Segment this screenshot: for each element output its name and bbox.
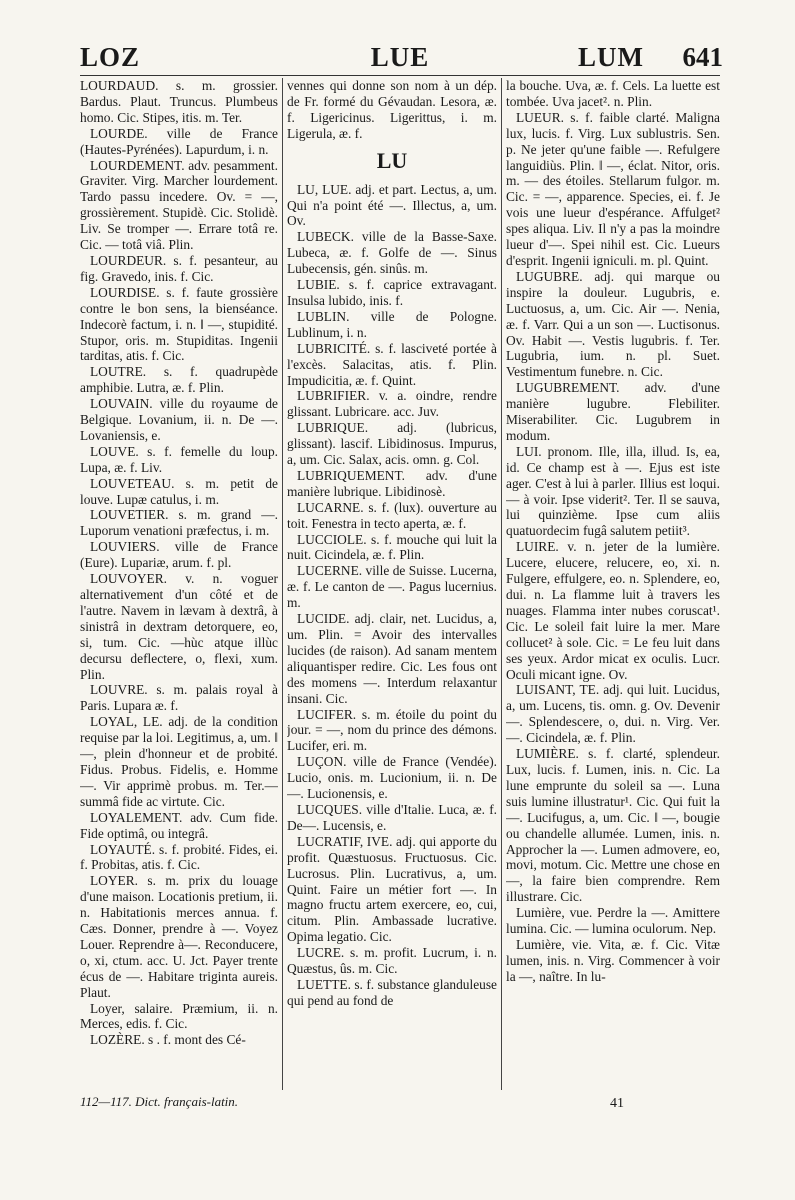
dictionary-entry: LOYAL, LE. adj. de la condition requise par la loi. Legitimus, a, um. ‖ —, plein d'honneur et de probité. Fidus. Probus. Fidelis, e. Homme —. Vir apprimè probus. m. Ter.—summâ fide ac virtute. Cic. bbox=[80, 714, 278, 809]
dictionary-entry: LOUVRE. s. m. palais royal à Paris. Lupara æ. f. bbox=[80, 682, 278, 714]
dictionary-entry: LUMIÈRE. s. f. clarté, splendeur. Lux, lucis. f. Lumen, inis. n. Cic. La lune emprunte du soleil sa —. Luna suis lumine illustratur¹. Cic. Qui fuit la —. Lucifugus, a, um. Cic. ‖ —, bougie ou chandelle allumée. Lumen, inis. n. Approcher la —. Lumen admovere, eo, movi, motum. Cic. Mettre une chose en —, la faire bien comprendre. Rem illustrare. Cic. bbox=[506, 746, 720, 905]
dictionary-entry: LUCERNE. ville de Suisse. Lucerna, æ. f. Le canton de —. Pagus lucernius. m. bbox=[287, 563, 497, 611]
dictionary-entry: LUCIDE. adj. clair, net. Lucidus, a, um. Plin. = Avoir des intervalles lucides (de raison). Ad sanam mentem aliquantisper redire. Cic. Les fous ont des momens —. Interdum relaxantur insani. Cic. bbox=[287, 611, 497, 706]
column-1 bbox=[80, 78, 278, 1088]
dictionary-entry: LUCRATIF, IVE. adj. qui apporte du profit. Quæstuosus. Fructuosus. Cic. Lucrosus. Plin. Lucrativus, a, um. Quint. Faire un métier fort —. In magno fructu artem exercere, eo, cui, citum. Plin. Ambassade lucrative. Opima legatio. Cic. bbox=[287, 833, 497, 945]
page-number: 641 bbox=[682, 42, 723, 72]
dictionary-entry: LUETTE. s. f. substance glanduleuse qui pend au fond de bbox=[287, 976, 497, 1008]
dictionary-entry: LUÇON. ville de France (Vendée). Lucio, onis. m. Lucionium, ii. n. De —. Lucionensis, e. bbox=[287, 754, 497, 802]
dictionary-entry: LUGUBRE. adj. qui marque ou inspire la douleur. Lugubris, e. Luctuosus, a, um. Cic. Air —. Nenia, æ. f. Varr. Qui a un son —. Luctisonus. Ov. Habit —. Vestis lugubris. f. Ter. Lugubria, ium. n. pl. Suet. Vestimentum funebre. n. Cic. bbox=[506, 268, 720, 380]
headword-center: LUE bbox=[370, 42, 430, 72]
column-3 bbox=[506, 78, 720, 1088]
dictionary-entry: LOURDE. ville de France (Hautes-Pyrénées). Lapurdum, i. n. bbox=[80, 125, 278, 157]
dictionary-entry: LUCIFER. s. m. étoile du point du jour. = —, nom du prince des démons. Lucifer, eri. m. bbox=[287, 706, 497, 754]
dictionary-entry: LUGUBREMENT. adv. d'une manière lugubre. Flebiliter. Miserabiliter. Cic. Lugubrem in modum. bbox=[506, 380, 720, 443]
dictionary-entry: Lumière, vie. Vita, æ. f. Cic. Vitæ lumen, inis. n. Virg. Commencer à voir la —, naître. In lu- bbox=[506, 936, 720, 984]
signature-mark: 112—117. Dict. français-latin. bbox=[80, 1094, 239, 1109]
sheet-number: 41 bbox=[610, 1096, 624, 1111]
dictionary-entry: LUIRE. v. n. jeter de la lumière. Lucere, elucere, relucere, eo, xi. n. Fulgere, effulgere, eo. n. Splendere, eo, dui. n. La flamme luit à travers les nuages. Flamma inter nubes coruscat¹. Cic. Le soleil fait luire la mer. Mare collucet² à sole. Cic. = Le feu luit dans ses yeux. Ardor micat ex oculis. Lucr. Oculi micant igne. Ov. bbox=[506, 539, 720, 682]
dictionary-entry: LOYALEMENT. adv. Cum fide. Fide optimâ, ou integrâ. bbox=[80, 809, 278, 841]
headword-left: LOZ bbox=[80, 42, 141, 72]
column-divider bbox=[282, 78, 283, 1090]
dictionary-entry: Lumière, vue. Perdre la —. Amittere lumina. Cic. — lumina oculorum. Nep. bbox=[506, 905, 720, 937]
dictionary-entry: LUCCIOLE. s. f. mouche qui luit la nuit. Cicindela, æ. f. Plin. bbox=[287, 531, 497, 563]
dictionary-entry: LUBIE. s. f. caprice extravagant. Insulsa lubido, inis. f. bbox=[287, 277, 497, 308]
dictionary-entry: LOUVOYER. v. n. voguer alternativement d'un côté et de l'autre. Navem in lævam à dextrâ, à sinistrâ in dextram detorquere, eo, si, tum. Cic. —hùc atque illùc decursu deflectere, o, flexi, xum. Plin. bbox=[80, 571, 278, 682]
dictionary-entry: LOUVIERS. ville de France (Eure). Lupariæ, arum. f. pl. bbox=[80, 539, 278, 571]
dictionary-entry: LOUTRE. s. f. quadrupède amphibie. Lutra, æ. f. Plin. bbox=[80, 364, 278, 396]
dictionary-entry: LU, LUE. adj. et part. Lectus, a, um. Qui n'a point été —. Illectus, a, um. Ov. bbox=[287, 181, 497, 229]
dictionary-entry: LOURDEUR. s. f. pesanteur, au fig. Gravedo, inis. f. Cic. bbox=[80, 252, 278, 284]
entry-continuation: la bouche. Uva, æ. f. Cels. La luette est tombée. Uva jacet². n. Plin. bbox=[506, 78, 720, 109]
section-heading: LU bbox=[376, 147, 408, 173]
dictionary-entry: LOZÈRE. s . f. mont des Cé- bbox=[90, 1032, 246, 1048]
dictionary-entry: LUBLIN. ville de Pologne. Lublinum, i. n. bbox=[287, 308, 497, 340]
dictionary-entry: LOUVAIN. ville du royaume de Belgique. Lovanium, ii. n. De —. Lovaniensis, e. bbox=[80, 396, 278, 443]
dictionary-entry: LOYER. s. m. prix du louage d'une maison. Locationis pretium, ii. n. Habitationis merces annua. f. Cæs. Donner, prendre à —. Voyez Louer. Reprendre à—. Reconducere, o, xi, ctum. acc. U. Jct. Payer trente écus de —. Habitare triginta aureis. Plaut. bbox=[80, 873, 278, 1000]
dictionary-entry: LUEUR. s. f. faible clarté. Maligna lux, lucis. f. Virg. Lux sublustris. Sen. p. Ne jeter qu'une faible —. Refulgere languidiùs. Plin. ‖ —, éclat. Nitor, oris. m. — des étoiles. Stellarum fulgor. m. Cic. = —, apparence. Species, ei. f. Je vois une lueur d'espérance. Affulget² spes aliqua. Liv. Il n'y a pas la moindre lueur d'—. Spei nihil est. Cic. Lueurs d'esprit. Ingenii igniculi. m. pl. Quint. bbox=[506, 109, 720, 268]
entry-continuation: LOURDAUD. s. m. grossier. Bardus. Plaut. Truncus. Plumbeus homo. Cic. Stipes, itis. m. Ter. bbox=[80, 78, 278, 125]
dictionary-entry: LOUVE. s. f. femelle du loup. Lupa, æ. f. Liv. bbox=[80, 443, 278, 475]
entry-continuation: vennes qui donne son nom à un dép. de Fr. formé du Gévaudan. Lesora, æ. f. Ligericinus. Ligerittus, i. m. Ligerula, æ. f. bbox=[287, 78, 497, 141]
dictionary-entry: LOUVETIER. s. m. grand —. Luporum venationi præfectus, i. m. bbox=[80, 507, 278, 539]
dictionary-entry: LOURDEMENT. adv. pesamment. Graviter. Virg. Marcher lourdement. Tardo passu incedere. Ov. = —, grossièrement. Stupidè. Cic. Stolidè. Liv. Se tromper —. Errare totâ re. Cic. — totâ viâ. Plin. bbox=[80, 157, 278, 253]
dictionary-entry: LUCRE. s. m. profit. Lucrum, i. n. Quæstus, ûs. m. Cic. bbox=[287, 945, 497, 977]
headword-right: LUM bbox=[578, 42, 644, 72]
dictionary-entry: LUISANT, TE. adj. qui luit. Lucidus, a, um. Lucens, tis. omn. g. Ov. Devenir —. Splendescere, o, dui. n. Virg. Ver. —. Cicindela, æ. f. Plin. bbox=[506, 682, 720, 746]
dictionary-entry: LUBRIQUEMENT. adv. d'une manière lubrique. Libidinosè. bbox=[287, 467, 497, 499]
dictionary-entry: LUI. pronom. Ille, illa, illud. Is, ea, id. Ce champ est à —. Ejus est iste ager. C'est à lui à parler. Illius est loqui. — à voir. Ipse viderit². Ter. Il se sauva, lui quinzième. Ipse cum aliis quatuordecim fugâ salutem petiit³. bbox=[506, 443, 720, 539]
dictionary-entry: LOURDISE. s. f. faute grossière contre le bon sens, la bienséance. Indecorè factum, i. n. ‖ —, stupidité. Stupor, oris. m. Stupiditas. Ingenii tarditas, atis. f. Cic. bbox=[80, 284, 278, 364]
dictionary-entry: LUCQUES. ville d'Italie. Luca, æ. f. De—. Lucensis, e. bbox=[287, 801, 497, 833]
column-2 bbox=[287, 78, 497, 1088]
dictionary-entry: LOYAUTÉ. s. f. probité. Fides, ei. f. Probitas, atis. f. Cic. bbox=[80, 841, 278, 873]
dictionary-entry: LUCARNE. s. f. (lux). ouverture au toit. Fenestra in tecto aperta, æ. f. bbox=[287, 499, 497, 531]
dictionary-entry: Loyer, salaire. Præmium, ii. n. Merces, edis. f. Cic. bbox=[80, 1000, 278, 1032]
column-divider bbox=[501, 78, 502, 1090]
dictionary-entry: LOUVETEAU. s. m. petit de louve. Lupæ catulus, i. m. bbox=[80, 475, 278, 507]
header-rule bbox=[80, 75, 720, 76]
dictionary-entry: LUBRIFIER. v. a. oindre, rendre glissant. Lubricare. acc. Juv. bbox=[287, 388, 497, 420]
dictionary-entry: LUBRICITÉ. s. f. lasciveté portée à l'excès. Salacitas, atis. f. Plin. Impudicitia, æ. f. Quint. bbox=[287, 340, 497, 388]
dictionary-entry: LUBRIQUE. adj. (lubricus, glissant). lascif. Libidinosus. Impurus, a, um. Cic. Salax, acis. omn. g. Col. bbox=[287, 420, 497, 468]
dictionary-entry: LUBECK. ville de la Basse-Saxe. Lubeca, æ. f. Golfe de —. Sinus Lubecensis, gén. sinûs. m. bbox=[287, 229, 497, 277]
